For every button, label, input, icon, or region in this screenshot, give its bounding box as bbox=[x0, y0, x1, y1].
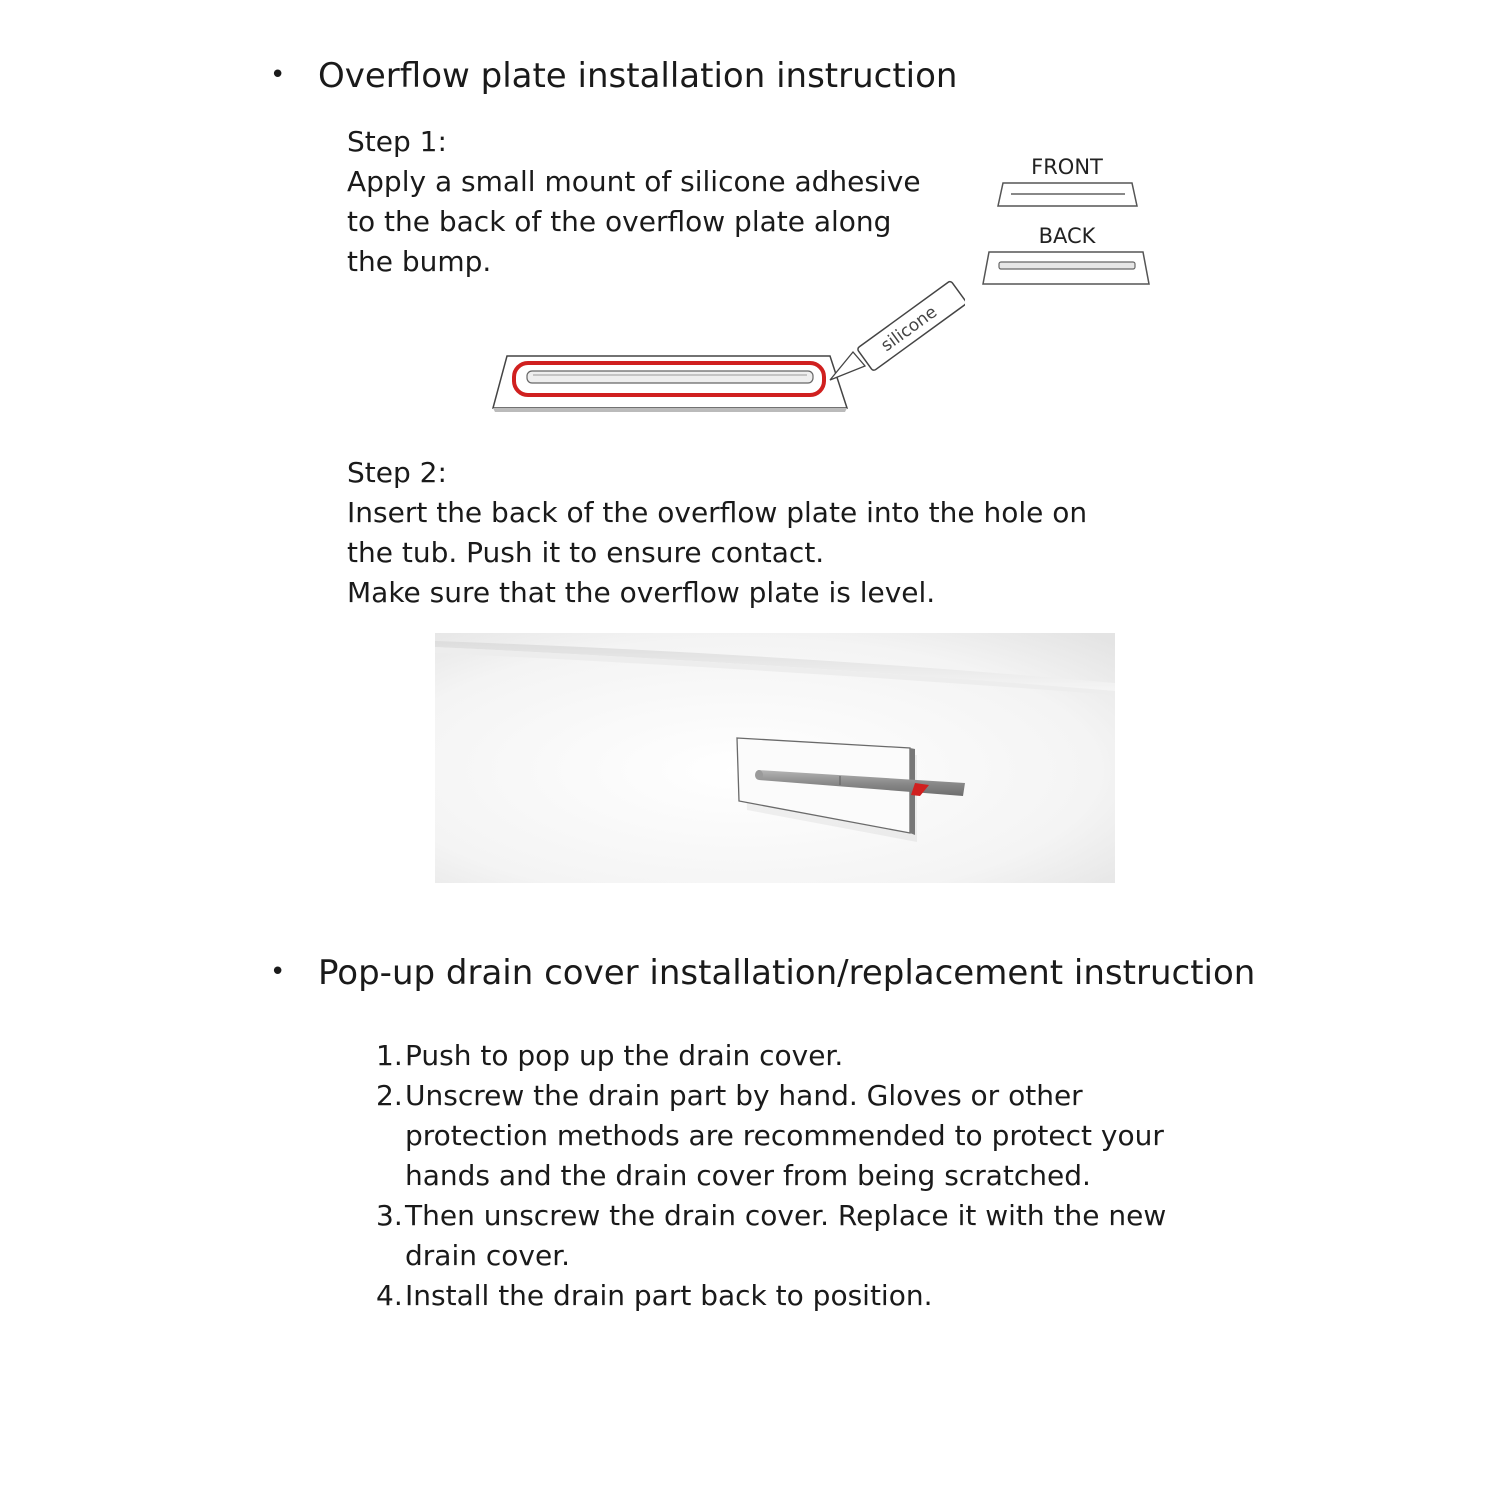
plate-bump bbox=[527, 371, 813, 383]
section1-heading: Overflow plate installation instruction bbox=[318, 56, 958, 96]
step-line: Unscrew the drain part by hand. Gloves or other bbox=[405, 1079, 1083, 1112]
back-label: BACK bbox=[1038, 224, 1096, 248]
list-item bbox=[376, 1036, 1166, 1076]
bullet-icon: • bbox=[270, 957, 286, 987]
step2-line: Insert the back of the overflow plate into the hole on bbox=[347, 496, 1088, 529]
step-number: 4. bbox=[376, 1279, 403, 1312]
step-line: Push to pop up the drain cover. bbox=[405, 1039, 844, 1072]
step-line: Install the drain part back to position. bbox=[405, 1279, 933, 1312]
list-item bbox=[376, 1196, 1166, 1276]
step-number: 3. bbox=[376, 1199, 403, 1232]
step-line: hands and the drain cover from being scratched. bbox=[405, 1159, 1091, 1192]
step2-line: Make sure that the overflow plate is level. bbox=[347, 576, 936, 609]
bullet-icon: • bbox=[270, 60, 286, 90]
drain-steps-list bbox=[376, 1036, 1166, 1316]
step1-title: Step 1: bbox=[347, 125, 447, 158]
back-plate-bump bbox=[999, 262, 1135, 269]
step1-line: the bump. bbox=[347, 245, 492, 278]
step2-title: Step 2: bbox=[347, 456, 447, 489]
step-number: 2. bbox=[376, 1079, 403, 1112]
step2-text bbox=[347, 453, 1087, 613]
step1-text bbox=[347, 122, 921, 282]
step1-line: to the back of the overflow plate along bbox=[347, 205, 892, 238]
step-number: 1. bbox=[376, 1039, 403, 1072]
step-line: drain cover. bbox=[405, 1239, 571, 1272]
tub-overflow-photo bbox=[435, 633, 1115, 883]
section2-heading: Pop-up drain cover installation/replacement instruction bbox=[318, 953, 1256, 993]
step-line: Then unscrew the drain cover. Replace it with the new bbox=[405, 1199, 1167, 1232]
step1-line: Apply a small mount of silicone adhesive bbox=[347, 165, 921, 198]
silicone-nozzle bbox=[830, 352, 865, 380]
step-line: protection methods are recommended to protect your bbox=[405, 1119, 1164, 1152]
silicone-tube-label: silicone bbox=[877, 302, 942, 356]
list-item bbox=[376, 1276, 1166, 1316]
list-item bbox=[376, 1076, 1166, 1196]
front-label: FRONT bbox=[1031, 155, 1103, 179]
front-back-plates-diagram bbox=[975, 145, 1165, 295]
step2-line: the tub. Push it to ensure contact. bbox=[347, 536, 825, 569]
silicone-application-diagram bbox=[485, 280, 965, 420]
